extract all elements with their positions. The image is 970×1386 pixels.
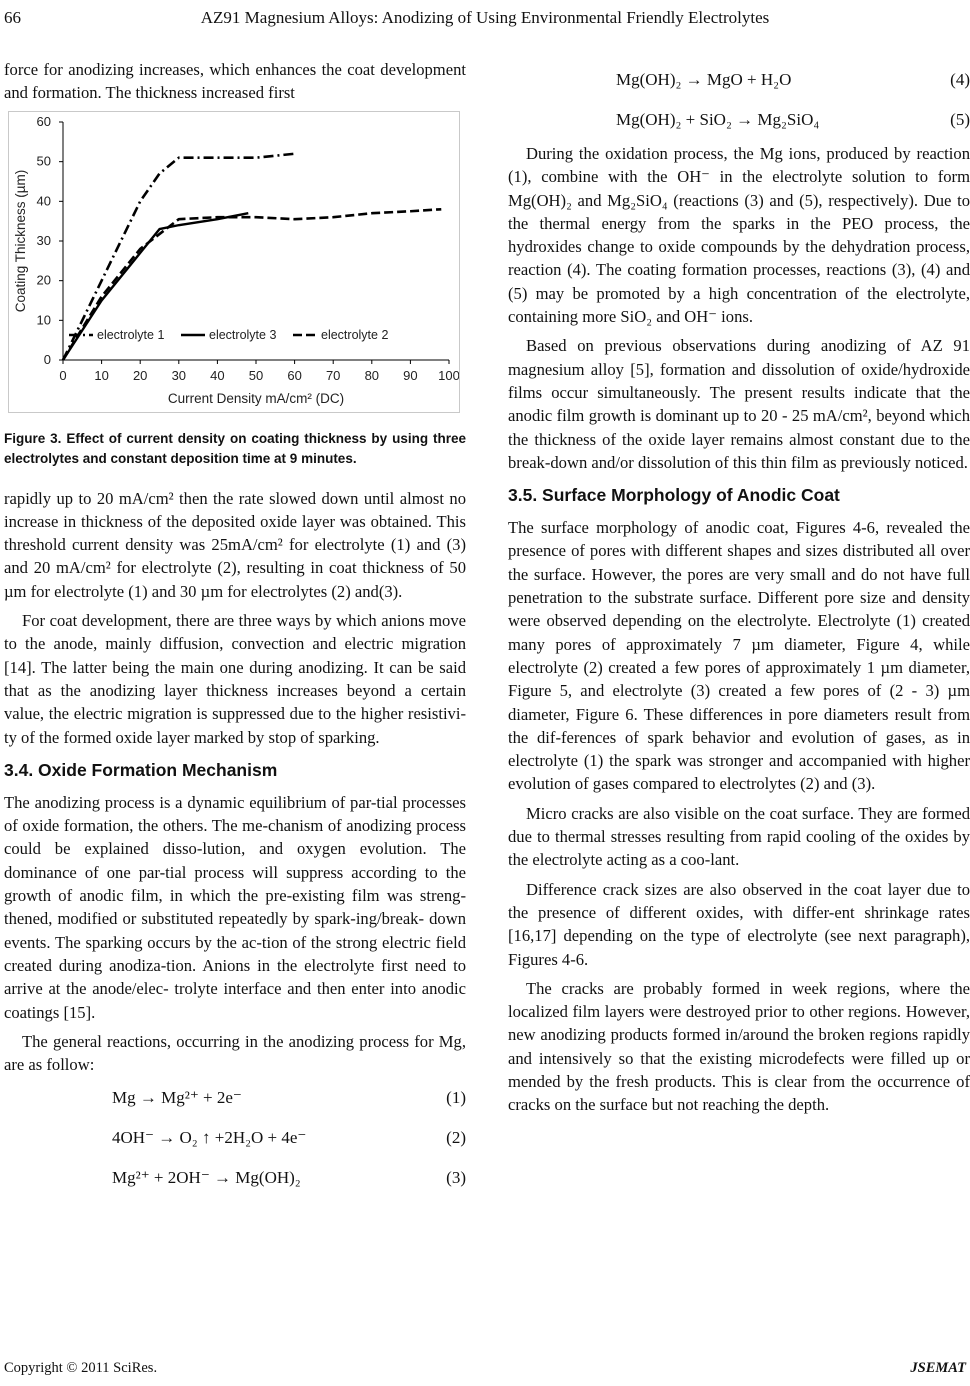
equation-4-expression: Mg(OH)₂ → MgO + H₂O (616, 70, 792, 89)
legend-entry: electrolyte 1 (97, 327, 165, 342)
y-tick-label: 20 (36, 272, 51, 288)
y-tick-label: 40 (36, 192, 51, 208)
footer-copyright: Copyright © 2011 SciRes. (4, 1360, 158, 1376)
y-tick-label: 10 (36, 311, 51, 327)
running-header (0, 8, 970, 32)
figure-3-caption: Figure 3. Effect of current density on coating thickness by using three electrolytes and constant deposition time at 9 minutes. (4, 430, 466, 466)
equation-3-expression: Mg²⁺ + 2OH⁻ → Mg(OH)₂ (112, 1168, 301, 1188)
equation-1-number: (1) (446, 1088, 466, 1108)
page-number: 66 (4, 8, 21, 27)
equation-2-number: (2) (446, 1128, 466, 1148)
x-tick-label: 30 (171, 367, 187, 383)
paragraph-week-regions: The cracks are probably formed in week regions, where the localized film layers were destroyed prior to other regions. However, new anodizing products formed in/around the broken regions rapidly and intensively so that the existing microdefects were filled up or mended by the fresh products. This is clear from the occurrence of cracks on the surface but not reaching the depth. (508, 978, 970, 1115)
x-tick-label: 70 (325, 367, 341, 383)
equation-3 (4, 1162, 466, 1196)
paragraph-surface-morphology: The surface morphology of anodic coat, Figures 4-6, revealed the presence of pores with different shapes and sizes distributed all over the surface. However, the pores are very small and do not have full penetration to the substrate surface. Different pore size and density were observed depending on the electrolyte. Electrolyte (1) created many pores of approximately 7 µm diameter, Figure 4, while electrolyte (2) created a few pores of approximately 1 µm diameter, Figure 5, and electrolyte (3) created a few pores of (2 - 3) µm diameter, Figure 6. These differences in pore diameters result from the dif-ferences of spark behavior and evolution of gases, as in electrolyte (1) the spark was stronger and accompanied with higher evolution of gases compared to electrolytes (2) and (3). (508, 518, 970, 794)
equation-3-number: (3) (446, 1168, 466, 1188)
paragraph-intro: force for anodizing increases, which enhances the coat development and formation. The thickness increased first (4, 60, 466, 103)
paragraph-general-reactions: The general reactions, occurring in the anodizing process for Mg, are as follow: (4, 1031, 466, 1075)
left-column (4, 58, 466, 1200)
y-tick-label: 30 (36, 232, 51, 248)
figure-3-chart (8, 111, 460, 413)
equation-5 (508, 104, 970, 138)
legend-entry: electrolyte 2 (321, 327, 389, 342)
x-tick-label: 90 (403, 367, 418, 383)
x-tick-label: 80 (364, 367, 380, 383)
legend-entry: electrolyte 3 (209, 327, 277, 342)
paragraph-oxidation: During the oxidation process, the Mg ions, produced by reaction (1), combine with the OH⁻ in the electrolyte solution to form Mg(OH)₂ and Mg₂SiO₄ (reactions (3) and (5), respectively). Due to the thermal energy from the sparks in the PEO process, the hydroxides change to oxide compounds by the dehydration process, reaction (4). The coating formation processes, reactions (3), (4) and (5) may be promoted by a high concentration of the electrolyte, containing more SiO₂ and OH⁻ ions. (508, 144, 970, 327)
equation-2 (4, 1122, 466, 1156)
paragraph-coat-development: For coat development, there are three ways by which anions move to the anode, mainly diffusion, convection and electric migration [14]. The latter being the main one during anodizing. It can be said that as the anodizing layer thickness increases beyond a certain value, the electric migration is suppressed due to the higher resistivi-ty of the formed oxide layer marked by stop of sparking. (4, 611, 466, 747)
equation-4 (508, 64, 970, 98)
coating-thickness-chart (9, 112, 459, 412)
paragraph-threshold: rapidly up to 20 mA/cm² then the rate slowed down until almost no increase in thickness of the deposited oxide layer was obtained. This threshold current density was 25mA/cm² for electrolyte (1) and (3) and 20 mA/cm² for electrolyte (2), resulting in coat thickness of 50 µm for electrolyte (1) and 30 µm for electrolytes (2) and(3). (4, 488, 466, 601)
x-axis-label: Current Density mA/cm² (DC) (167, 390, 345, 406)
x-tick-label: 50 (248, 367, 264, 383)
x-tick-label: 10 (94, 367, 109, 383)
equation-2-expression: 4OH⁻ → O₂ ↑ +2H₂O + 4e⁻ (112, 1128, 307, 1148)
equation-5-expression: Mg(OH)₂ + SiO₂ → Mg₂SiO₄ (616, 110, 820, 129)
x-tick-label: 0 (59, 367, 67, 383)
paragraph-observations: Based on previous observations during anodizing of AZ 91 magnesium alloy [5], formation and dissolution of oxide/hydroxide films occur simultaneously. The present results indicate that the anodic film growth is dominant up to 20 - 25 mA/cm², beyond which the thickness of the oxide layer remains almost constant due to the break-down and/or dissolution of this thin film as previously noticed. (508, 336, 970, 472)
equation-1 (4, 1082, 466, 1116)
paragraph-crack-sizes: Difference crack sizes are also observed in the coat layer due to the presence of different oxides, with differ-ent shrinkage rates [16,17] depending on the type of electrolyte (see next paragraph), Figures 4-6. (508, 879, 970, 969)
y-tick-label: 50 (36, 153, 51, 169)
paragraph-anodizing-process: The anodizing process is a dynamic equilibrium of par-tial processes of oxide formation, the others. The me-chanism of anodizing process could be explained disso-lution, and oxygen evolution. The dominance of one par-tial process will suppress according to the growth of anodic film, in which the pre-existing film was streng-thened, modified or substituted repeatedly by spark-ing/break- down events. The sparking occurs by the ac-tion of the strong electric field created during anodiza-tion. Anions in the electrolyte first need to arrive at the anode/elec- trolyte interface and then enter into anodic coatings [15]. (4, 792, 466, 1022)
y-tick-label: 60 (36, 113, 51, 129)
equation-4-number: (4) (950, 70, 970, 89)
paragraph-micro-cracks: Micro cracks are also visible on the coat surface. They are formed due to thermal stresses resulting from rapid cooling of the oxides by the electrolyte acting as a coo-lant. (508, 803, 970, 870)
y-axis-label: Coating Thickness (µm) (13, 169, 28, 312)
x-tick-label: 40 (210, 367, 225, 383)
x-tick-label: 60 (287, 367, 302, 383)
section-heading-3-5: 3.5. Surface Morphology of Anodic Coat (508, 485, 840, 506)
footer-journal: JSEMAT (910, 1360, 966, 1376)
equation-5-number: (5) (950, 110, 970, 129)
section-heading-3-4: 3.4. Oxide Formation Mechanism (4, 759, 278, 780)
right-column (508, 58, 970, 1123)
y-tick-label: 0 (43, 351, 51, 367)
x-tick-label: 100 (438, 367, 459, 383)
x-tick-label: 20 (132, 367, 148, 383)
equation-1-expression: Mg → Mg²⁺ + 2e⁻ (112, 1088, 242, 1108)
running-title: AZ91 Magnesium Alloys: Anodizing of Using Environmental Friendly Electrolytes (200, 8, 770, 27)
